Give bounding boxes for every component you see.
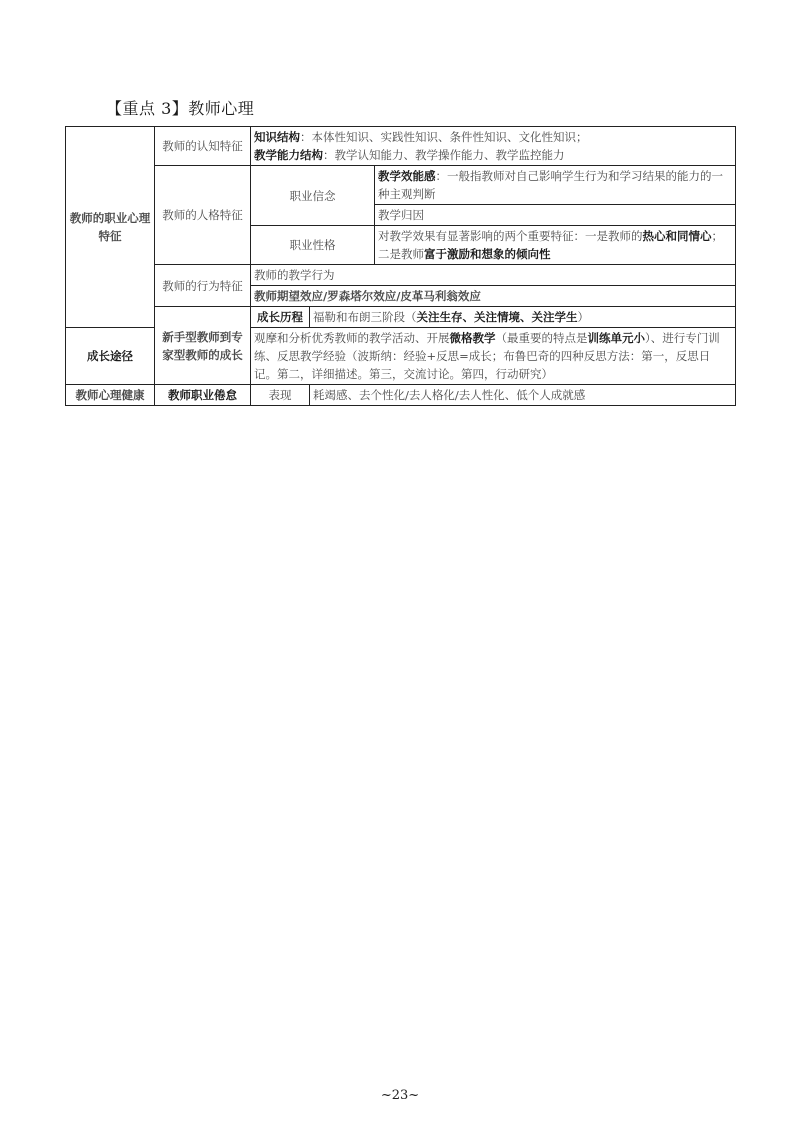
ability-structure xyxy=(254,146,732,164)
teaching-attribution: 教学归因 xyxy=(375,205,736,226)
label-cognitive-features: 教师的认知特征 xyxy=(155,127,251,166)
stages-highlight: 关注生存、关注情境、关注学生 xyxy=(416,310,578,324)
label-professional-character: 职业性格 xyxy=(251,226,375,265)
section-title-growth: 新手型教师到专家型教师的成长 xyxy=(155,307,251,385)
character-text: ；二是教师 xyxy=(378,229,723,261)
character-highlight: 热心和同情心 xyxy=(642,229,712,243)
knowledge-structure xyxy=(254,128,732,146)
label-burnout: 教师职业倦怠 xyxy=(155,385,251,406)
teaching-behavior: 教师的教学行为 xyxy=(251,265,736,286)
teaching-efficacy-text: ：一般指教师对自己影响学生行为和学习结果的能力的一种主观判断 xyxy=(378,169,723,201)
table-row xyxy=(66,307,736,328)
section-title-health: 教师心理健康 xyxy=(66,385,155,406)
page-heading: 【重点 3】教师心理 xyxy=(106,99,255,118)
path-text: （最重要的特点是 xyxy=(495,331,588,345)
section-title-professional: 教师的职业心理特征 xyxy=(66,127,155,328)
path-text: ）、进行专门训练、反思教学经验（波斯纳：经验+反思=成长；布鲁巴奇的四种反思方法：第一，反思日记。第二，详细描述。第三，交流讨论。第四，行动研究） xyxy=(254,331,720,381)
table-row xyxy=(66,385,736,406)
label-growth-stages: 成长历程 xyxy=(251,307,310,328)
ability-structure-label: 教学能力结构 xyxy=(254,148,323,162)
ability-structure-text: ：教学认知能力、教学操作能力、教学监控能力 xyxy=(323,148,565,162)
stages-text: 福勒和布朗三阶段（ xyxy=(313,310,417,324)
burnout-manifestation: 耗竭感、去个性化/去人格化/去人性化、低个人成就感 xyxy=(310,385,736,406)
teaching-efficacy-cell xyxy=(375,166,736,205)
label-manifestation: 表现 xyxy=(251,385,310,406)
expectation-effects: 教师期望效应/罗森塔尔效应/皮革马利翁效应 xyxy=(251,286,736,307)
cognitive-features-content xyxy=(251,127,736,166)
label-behavior-features: 教师的行为特征 xyxy=(155,265,251,307)
teacher-psychology-table xyxy=(65,126,736,406)
path-highlight: 微格教学 xyxy=(449,331,496,345)
knowledge-structure-label: 知识结构 xyxy=(254,130,300,144)
professional-character-content xyxy=(375,226,736,265)
label-personality-features: 教师的人格特征 xyxy=(155,166,251,265)
stages-text: ） xyxy=(577,310,589,324)
character-highlight: 富于激励和想象的倾向性 xyxy=(424,247,551,261)
growth-stages-content xyxy=(310,307,736,328)
knowledge-structure-text: ：本体性知识、实践性知识、条件性知识、文化性知识； xyxy=(300,130,588,144)
character-text: 对教学效果有显著影响的两个重要特征：一是教师的 xyxy=(378,229,643,243)
teaching-efficacy-label: 教学效能感 xyxy=(378,169,436,183)
table-row xyxy=(66,127,736,166)
page-number: ~23~ xyxy=(380,1088,420,1103)
path-text: 观摩和分析优秀教师的教学活动、开展 xyxy=(254,331,450,345)
path-highlight: 训练单元小 xyxy=(587,331,645,345)
label-growth-path: 成长途径 xyxy=(66,328,155,385)
table-row xyxy=(66,265,736,286)
growth-path-content xyxy=(251,328,736,385)
label-professional-belief: 职业信念 xyxy=(251,166,375,226)
table-row xyxy=(66,166,736,205)
